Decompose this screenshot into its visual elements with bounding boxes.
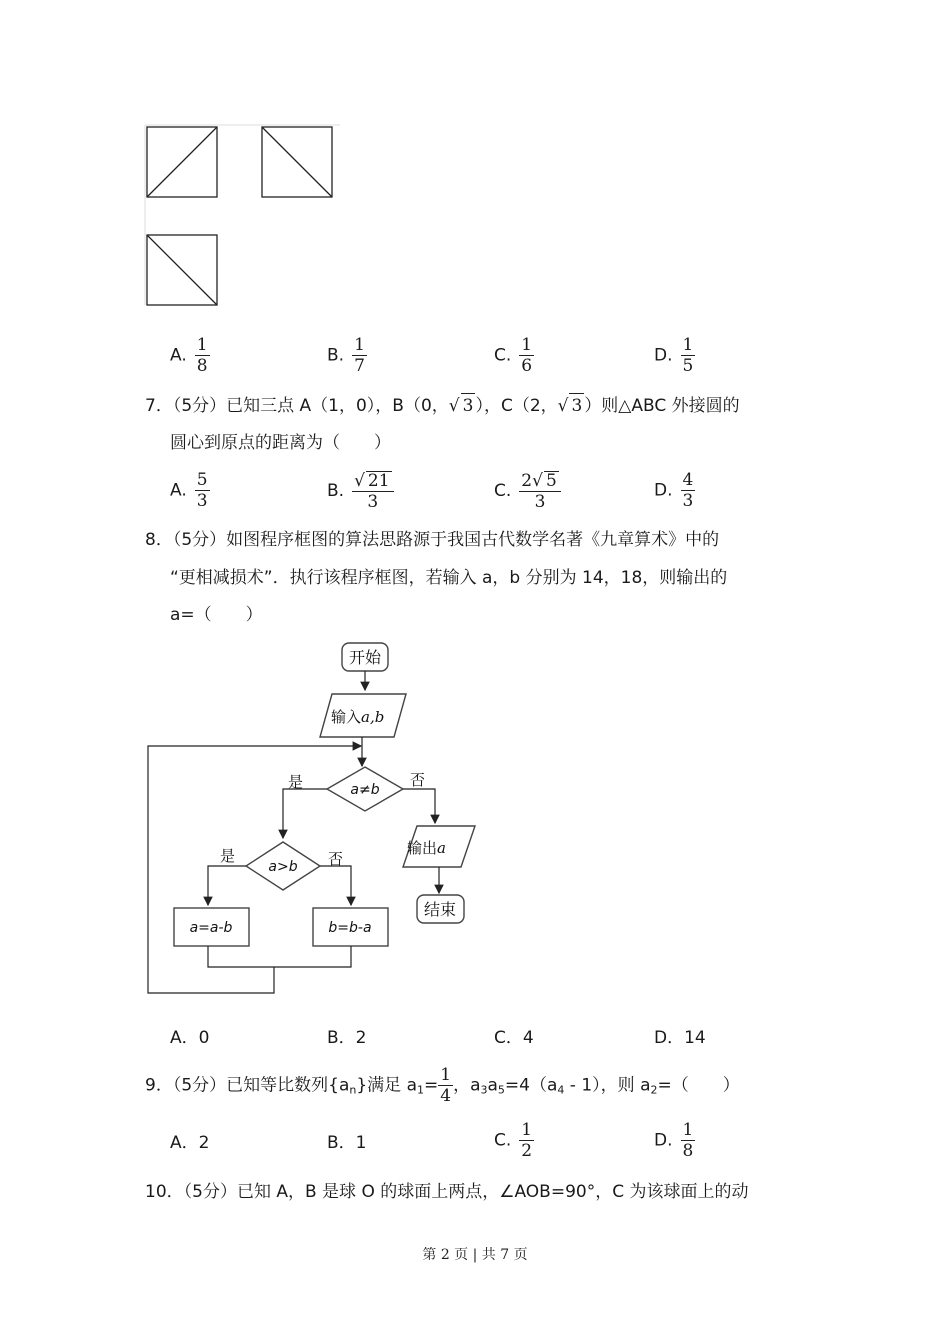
- q9-option-c: C. $\frac{1}{2}$: [494, 1120, 533, 1161]
- svg-text:输入a,b: 输入a,b: [331, 708, 385, 726]
- q9-option-d: D. $\frac{1}{8}$: [654, 1120, 694, 1161]
- q7-option-c: C. $\frac{2√ 5}{3}$: [494, 471, 561, 511]
- q7-option-b: B. $\frac{√ 21}{3}$: [327, 471, 394, 511]
- q7-line2: 圆心到原点的距离为（ ）: [170, 433, 391, 453]
- flow-condition-a-gt-b: [246, 842, 320, 890]
- flow-condition-a-ne-b: [327, 767, 403, 811]
- q6-option-d: D. $\frac{1}{5}$: [654, 335, 694, 376]
- q8-line2: “更相减损术”．执行该程序框图，若输入 a，b 分别为 14，18，则输出的: [170, 568, 728, 588]
- svg-text:a>b: a>b: [268, 859, 298, 875]
- flow-output: [403, 826, 475, 867]
- svg-text:是: 是: [288, 773, 304, 791]
- svg-text:否: 否: [328, 850, 344, 868]
- flowchart: [140, 635, 490, 1000]
- q9-option-a: A．2: [170, 1133, 210, 1153]
- three-view-figure: [140, 120, 350, 310]
- flow-end: [417, 895, 464, 923]
- q8-option-a: A．0: [170, 1028, 210, 1048]
- q8-option-d: D．14: [654, 1028, 706, 1048]
- flow-assign-b: [313, 908, 388, 946]
- flow-start: [342, 643, 388, 671]
- q7-line1: 7．（5分）已知三点 A（1，0），B（0，√ 3 ），C（2，√ 3 ）则△ABC 外接圆的: [145, 393, 740, 418]
- flow-assign-a: [174, 908, 249, 946]
- flow-input: [320, 694, 406, 737]
- page-footer: 第 2 页 | 共 7 页: [422, 1247, 528, 1263]
- side-view: [262, 127, 332, 197]
- q9-option-b: B．1: [327, 1133, 367, 1153]
- front-view: [147, 127, 217, 197]
- q8-option-c: C．4: [494, 1028, 534, 1048]
- svg-text:是: 是: [220, 847, 236, 865]
- svg-text:b=b-a: b=b-a: [328, 920, 372, 936]
- svg-text:a=a-b: a=a-b: [189, 920, 233, 936]
- q7-option-d: D. $\frac{4}{3}$: [654, 470, 694, 511]
- q8-option-b: B．2: [327, 1028, 367, 1048]
- svg-text:输出a: 输出a: [407, 839, 446, 857]
- q6-option-c: C. $\frac{1}{6}$: [494, 335, 533, 376]
- svg-text:否: 否: [410, 771, 426, 789]
- q7-option-a: A. $\frac{5}{3}$: [170, 470, 208, 511]
- q8-line3: a=（ ）: [170, 605, 263, 625]
- q6-option-b: B. $\frac{1}{7}$: [327, 335, 365, 376]
- svg-text:开始: 开始: [348, 648, 382, 667]
- q6-option-a: A. $\frac{1}{8}$: [170, 335, 208, 376]
- svg-text:结束: 结束: [423, 900, 457, 919]
- q8-line1: 8．（5分）如图程序框图的算法思路源于我国古代数学名著《九章算术》中的: [145, 530, 720, 550]
- q10-line1: 10．（5分）已知 A，B 是球 O 的球面上两点，∠AOB=90°，C 为该球面上的动: [145, 1182, 749, 1202]
- top-view: [147, 235, 217, 305]
- svg-text:a≠b: a≠b: [350, 782, 380, 798]
- q9-line1: 9．（5分）已知等比数列$\{a_n\}$满足 $a_1=$ $\frac{1}{4}$ ，$a_3a_5=4(a_4 - 1)$，则 $a_2=$（ ）: [145, 1065, 740, 1106]
